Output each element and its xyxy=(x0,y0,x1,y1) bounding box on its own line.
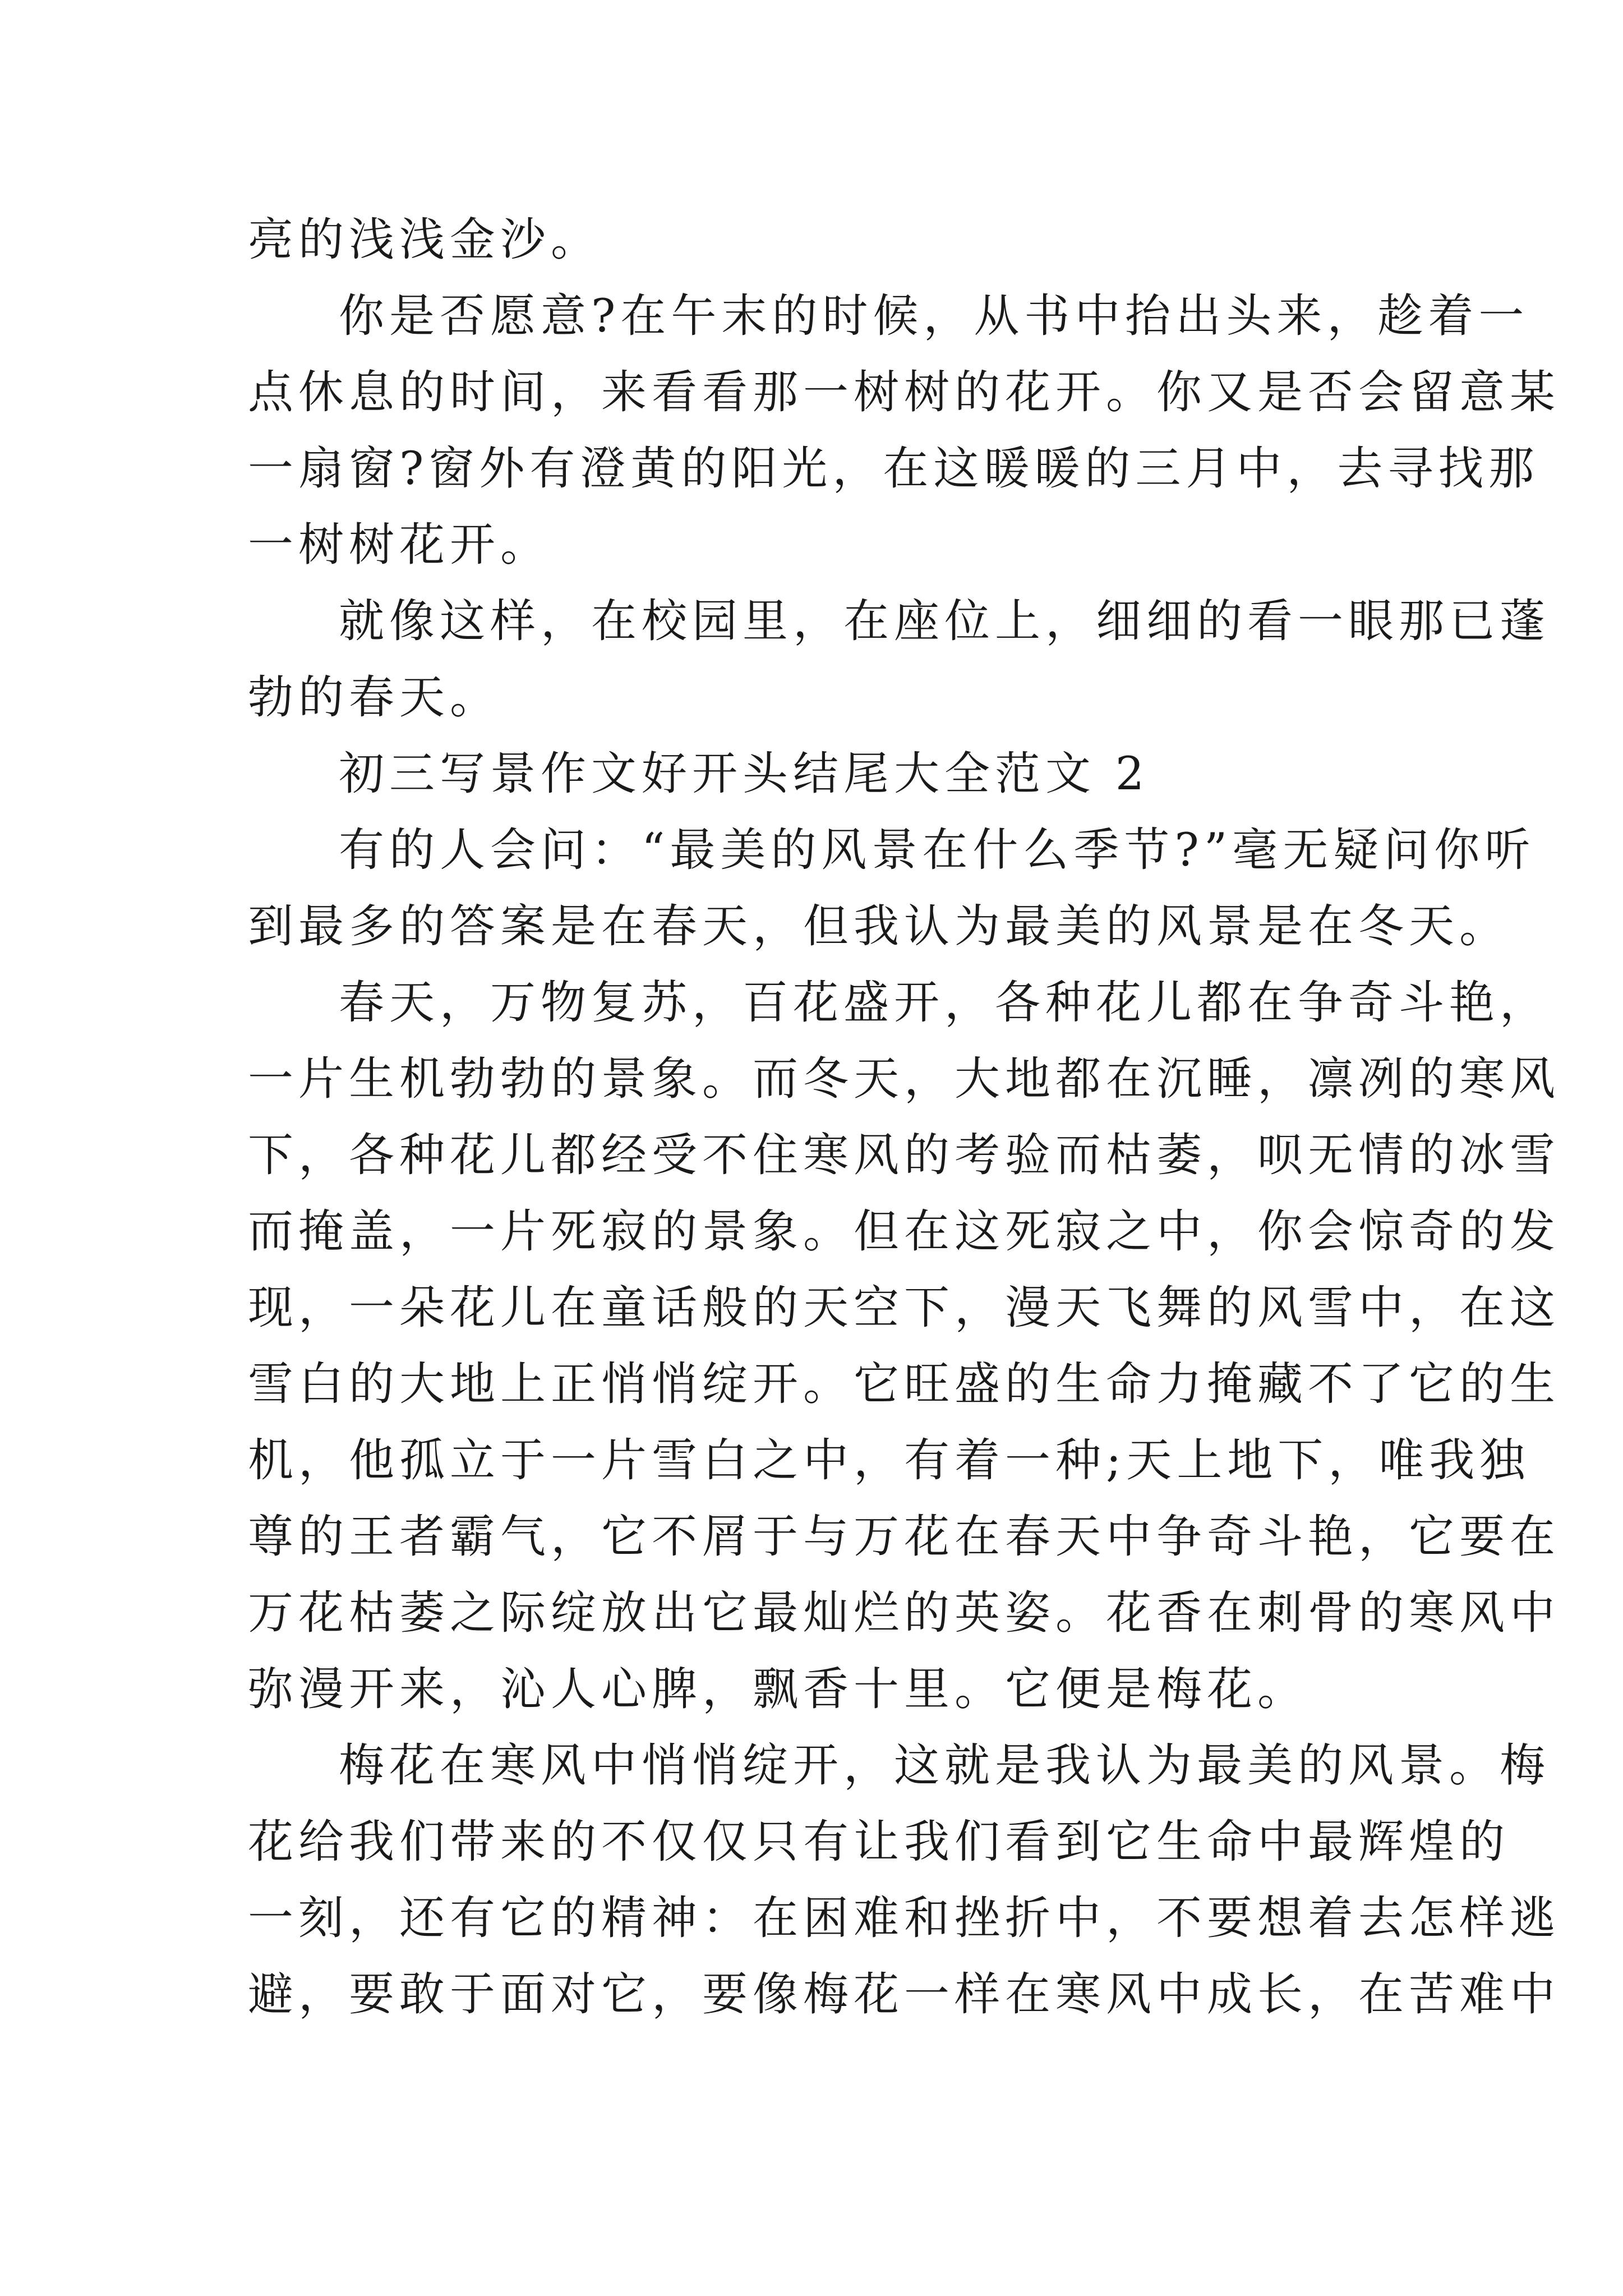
text-line: 点休息的时间，来看看那一树树的花开。你又是否会留意某 xyxy=(248,366,1561,419)
text-line: 春天，万物复苏，百花盛开，各种花儿都在争奇斗艳， xyxy=(339,977,1551,1029)
text-line: 弥漫开来，沁人心脾，飘香十里。它便是梅花。 xyxy=(248,1663,1308,1716)
text-line: 一树树花开。 xyxy=(248,519,551,572)
section-heading: 初三写景作文好开头结尾大全范文 2 xyxy=(339,748,1150,800)
text-line: 梅花在寒风中悄悄绽开，这就是我认为最美的风景。梅 xyxy=(339,1740,1551,1792)
text-line: 雪白的大地上正悄悄绽开。它旺盛的生命力掩藏不了它的生 xyxy=(248,1358,1561,1411)
document-body xyxy=(248,202,1561,2033)
text-line: 花给我们带来的不仅仅只有让我们看到它生命中最辉煌的 xyxy=(248,1816,1510,1869)
text-line: 现，一朵花儿在童话般的天空下，漫天飞舞的风雪中，在这 xyxy=(248,1282,1561,1335)
text-line: 有的人会问：“最美的风景在什么季节?”毫无疑问你听 xyxy=(339,824,1536,877)
text-line: 而掩盖，一片死寂的景象。但在这死寂之中，你会惊奇的发 xyxy=(248,1205,1561,1258)
text-line: 机，他孤立于一片雪白之中，有着一种;天上地下，唯我独 xyxy=(248,1434,1530,1487)
text-line: 到最多的答案是在春天，但我认为最美的风景是在冬天。 xyxy=(248,900,1510,953)
text-line: 勃的春天。 xyxy=(248,671,501,724)
text-line: 亮的浅浅金沙。 xyxy=(248,214,602,266)
text-line: 避，要敢于面对它，要像梅花一样在寒风中成长，在苦难中 xyxy=(248,1968,1561,2021)
text-line: 你是否愿意?在午末的时候，从书中抬出头来，趁着一 xyxy=(339,290,1529,343)
text-line: 万花枯萎之际绽放出它最灿烂的英姿。花香在刺骨的寒风中 xyxy=(248,1587,1561,1640)
text-line: 一片生机勃勃的景象。而冬天，大地都在沉睡，凛冽的寒风 xyxy=(248,1053,1561,1106)
text-line: 尊的王者霸气，它不屑于与万花在春天中争奇斗艳，它要在 xyxy=(248,1511,1561,1563)
text-line: 就像这样，在校园里，在座位上，细细的看一眼那已蓬 xyxy=(339,595,1551,648)
text-line: 下，各种花儿都经受不住寒风的考验而枯萎，呗无情的冰雪 xyxy=(248,1129,1561,1182)
text-line: 一扇窗?窗外有澄黄的阳光，在这暖暖的三月中，去寻找那 xyxy=(248,443,1539,495)
text-line: 一刻，还有它的精神：在困难和挫折中，不要想着去怎样逃 xyxy=(248,1892,1561,1945)
